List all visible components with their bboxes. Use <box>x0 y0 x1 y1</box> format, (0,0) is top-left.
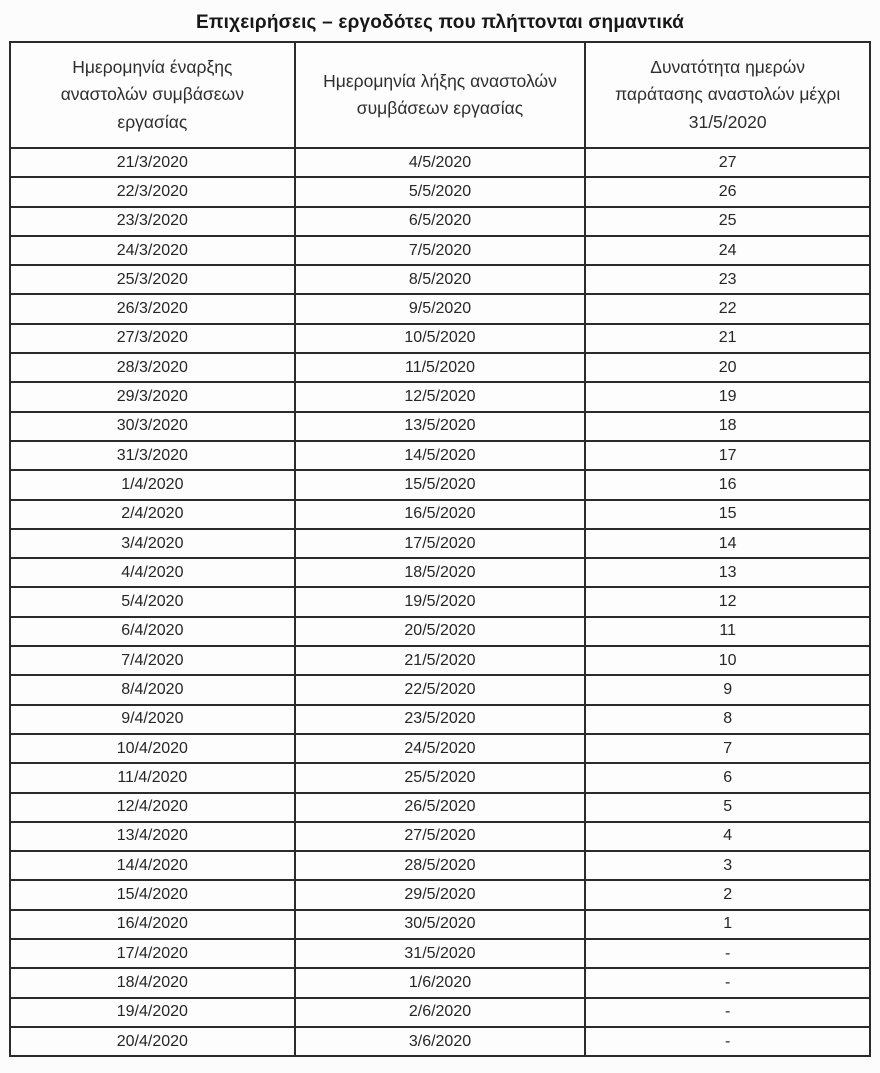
end-date-cell: 1/6/2020 <box>295 968 586 997</box>
end-date-cell: 23/5/2020 <box>295 705 586 734</box>
extension-days-cell: 18 <box>585 412 870 441</box>
start-date-cell: 17/4/2020 <box>10 939 295 968</box>
start-date-cell: 23/3/2020 <box>10 207 295 236</box>
start-date-cell: 4/4/2020 <box>10 558 295 587</box>
end-date-cell: 20/5/2020 <box>295 617 586 646</box>
extension-days-cell: 10 <box>585 646 870 675</box>
extension-days-cell: - <box>585 998 870 1027</box>
extension-days-cell: 25 <box>585 207 870 236</box>
start-date-cell: 20/4/2020 <box>10 1027 295 1056</box>
extension-days-cell: 2 <box>585 880 870 909</box>
end-date-cell: 27/5/2020 <box>295 822 586 851</box>
extension-days-cell: 16 <box>585 470 870 499</box>
end-date-cell: 19/5/2020 <box>295 587 586 616</box>
extension-days-cell: 22 <box>585 294 870 323</box>
start-date-cell: 21/3/2020 <box>10 148 295 177</box>
extension-days-cell: 12 <box>585 587 870 616</box>
end-date-cell: 15/5/2020 <box>295 470 586 499</box>
start-date-cell: 24/3/2020 <box>10 236 295 265</box>
end-date-cell: 21/5/2020 <box>295 646 586 675</box>
extension-days-cell: 3 <box>585 851 870 880</box>
start-date-cell: 3/4/2020 <box>10 529 295 558</box>
table-row <box>10 793 870 822</box>
end-date-cell: 17/5/2020 <box>295 529 586 558</box>
end-date-cell: 28/5/2020 <box>295 851 586 880</box>
end-date-cell: 6/5/2020 <box>295 207 586 236</box>
extension-days-cell: 6 <box>585 763 870 792</box>
page-title: Επιχειρήσεις – εργοδότες που πλήττονται σημαντικά <box>195 12 685 33</box>
end-date-cell: 31/5/2020 <box>295 939 586 968</box>
start-date-cell: 30/3/2020 <box>10 412 295 441</box>
start-date-cell: 27/3/2020 <box>10 324 295 353</box>
table-row <box>10 470 870 499</box>
extension-days-cell: 19 <box>585 382 870 411</box>
extension-days-cell: - <box>585 1027 870 1056</box>
table-row <box>10 412 870 441</box>
end-date-cell: 24/5/2020 <box>295 734 586 763</box>
table-row <box>10 998 870 1027</box>
start-date-cell: 29/3/2020 <box>10 382 295 411</box>
column-header-end-date: Ημερομηνία λήξης αναστολών συμβάσεων εργασίας <box>295 42 586 148</box>
table-row <box>10 646 870 675</box>
end-date-cell: 30/5/2020 <box>295 910 586 939</box>
table-row <box>10 617 870 646</box>
start-date-cell: 10/4/2020 <box>10 734 295 763</box>
start-date-cell: 7/4/2020 <box>10 646 295 675</box>
start-date-cell: 26/3/2020 <box>10 294 295 323</box>
start-date-cell: 2/4/2020 <box>10 500 295 529</box>
end-date-cell: 3/6/2020 <box>295 1027 586 1056</box>
end-date-cell: 12/5/2020 <box>295 382 586 411</box>
end-date-cell: 4/5/2020 <box>295 148 586 177</box>
table-row <box>10 441 870 470</box>
extension-days-cell: - <box>585 968 870 997</box>
table-row <box>10 851 870 880</box>
table-row <box>10 529 870 558</box>
table-row <box>10 324 870 353</box>
extension-days-cell: 26 <box>585 177 870 206</box>
start-date-cell: 9/4/2020 <box>10 705 295 734</box>
extension-days-cell: 5 <box>585 793 870 822</box>
extension-days-cell: 11 <box>585 617 870 646</box>
end-date-cell: 10/5/2020 <box>295 324 586 353</box>
extension-days-cell: 1 <box>585 910 870 939</box>
table-row <box>10 734 870 763</box>
table-row <box>10 236 870 265</box>
extension-days-cell: 17 <box>585 441 870 470</box>
extension-days-cell: 8 <box>585 705 870 734</box>
end-date-cell: 7/5/2020 <box>295 236 586 265</box>
extension-days-cell: 4 <box>585 822 870 851</box>
extension-days-cell: 23 <box>585 265 870 294</box>
table-row <box>10 177 870 206</box>
end-date-cell: 22/5/2020 <box>295 675 586 704</box>
end-date-cell: 8/5/2020 <box>295 265 586 294</box>
start-date-cell: 13/4/2020 <box>10 822 295 851</box>
table-row <box>10 822 870 851</box>
end-date-cell: 2/6/2020 <box>295 998 586 1027</box>
table-row <box>10 705 870 734</box>
end-date-cell: 5/5/2020 <box>295 177 586 206</box>
end-date-cell: 9/5/2020 <box>295 294 586 323</box>
end-date-cell: 26/5/2020 <box>295 793 586 822</box>
extension-days-cell: 9 <box>585 675 870 704</box>
end-date-cell: 25/5/2020 <box>295 763 586 792</box>
table-row <box>10 382 870 411</box>
start-date-cell: 11/4/2020 <box>10 763 295 792</box>
end-date-cell: 29/5/2020 <box>295 880 586 909</box>
extension-days-cell: 7 <box>585 734 870 763</box>
table-header-row <box>10 42 870 148</box>
table-row <box>10 558 870 587</box>
start-date-cell: 19/4/2020 <box>10 998 295 1027</box>
column-header-start-date: Ημερομηνία έναρξης αναστολών συμβάσεων εργασίας <box>10 42 295 148</box>
table-row <box>10 968 870 997</box>
extension-days-cell: 21 <box>585 324 870 353</box>
start-date-cell: 28/3/2020 <box>10 353 295 382</box>
table-row <box>10 148 870 177</box>
table-row <box>10 207 870 236</box>
table-row <box>10 880 870 909</box>
start-date-cell: 16/4/2020 <box>10 910 295 939</box>
start-date-cell: 8/4/2020 <box>10 675 295 704</box>
table-row <box>10 1027 870 1056</box>
extension-days-cell: 13 <box>585 558 870 587</box>
end-date-cell: 14/5/2020 <box>295 441 586 470</box>
table-row <box>10 939 870 968</box>
table-row <box>10 763 870 792</box>
extension-days-cell: 20 <box>585 353 870 382</box>
table-row <box>10 587 870 616</box>
start-date-cell: 14/4/2020 <box>10 851 295 880</box>
extension-days-cell: 15 <box>585 500 870 529</box>
table-row <box>10 910 870 939</box>
extension-days-cell: - <box>585 939 870 968</box>
start-date-cell: 5/4/2020 <box>10 587 295 616</box>
start-date-cell: 15/4/2020 <box>10 880 295 909</box>
table-row <box>10 294 870 323</box>
column-header-extension-days: Δυνατότητα ημερών παράτασης αναστολών μέχρι 31/5/2020 <box>585 42 870 148</box>
start-date-cell: 1/4/2020 <box>10 470 295 499</box>
start-date-cell: 12/4/2020 <box>10 793 295 822</box>
extension-days-cell: 14 <box>585 529 870 558</box>
extension-days-cell: 27 <box>585 148 870 177</box>
table-row <box>10 500 870 529</box>
end-date-cell: 18/5/2020 <box>295 558 586 587</box>
end-date-cell: 16/5/2020 <box>295 500 586 529</box>
start-date-cell: 25/3/2020 <box>10 265 295 294</box>
suspension-dates-table <box>9 41 871 1057</box>
table-row <box>10 675 870 704</box>
table-body <box>10 148 870 1056</box>
start-date-cell: 31/3/2020 <box>10 441 295 470</box>
start-date-cell: 18/4/2020 <box>10 968 295 997</box>
start-date-cell: 6/4/2020 <box>10 617 295 646</box>
end-date-cell: 13/5/2020 <box>295 412 586 441</box>
table-row <box>10 265 870 294</box>
start-date-cell: 22/3/2020 <box>10 177 295 206</box>
extension-days-cell: 24 <box>585 236 870 265</box>
end-date-cell: 11/5/2020 <box>295 353 586 382</box>
table-row <box>10 353 870 382</box>
